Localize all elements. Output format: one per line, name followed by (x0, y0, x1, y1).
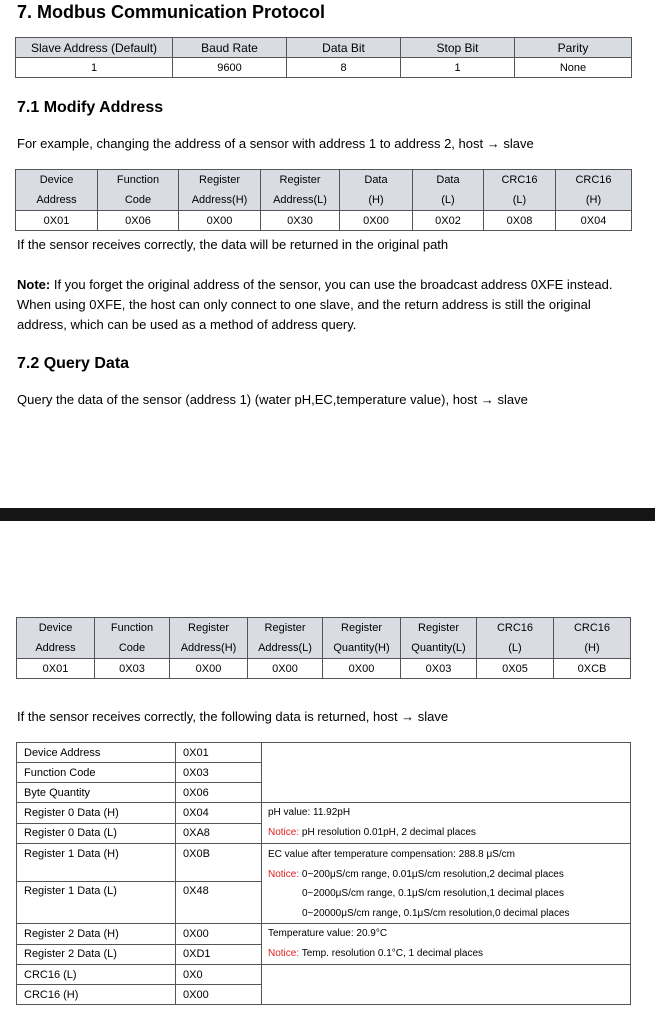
header-cell: Register Address(L) (261, 170, 340, 211)
field-value: 0X06 (176, 783, 262, 803)
notice-label: Notice: (268, 827, 300, 838)
value-cell: 0X00 (340, 211, 413, 231)
field-value: 0X0 (176, 965, 262, 985)
header-cell: Register Quantity(H) (323, 618, 401, 659)
temp-value-text: Temperature value: 20.9°C (268, 928, 388, 939)
value-cell: 9600 (173, 58, 287, 78)
value-cell: 0X01 (16, 211, 98, 231)
field-value: 0X0B (176, 844, 262, 882)
value-cell: 8 (287, 58, 401, 78)
note-text: If you forget the original address of the sensor, you can use the broadcast address 0XFE instead. (50, 277, 613, 292)
value-cell: 1 (401, 58, 515, 78)
value-cell: 0X08 (484, 211, 556, 231)
header-cell: Data Bit (287, 38, 401, 58)
response-data-table (16, 742, 631, 1005)
field-name: Register 2 Data (L) (17, 944, 176, 965)
ph-value-text: pH value: 11.92pH (268, 807, 351, 818)
value-cell: 0X00 (323, 659, 401, 679)
value-cell: 0X00 (179, 211, 261, 231)
header-cell: Slave Address (Default) (16, 38, 173, 58)
value-cell: 1 (16, 58, 173, 78)
header-cell: Device Address (17, 618, 95, 659)
field-name: CRC16 (L) (17, 965, 176, 985)
field-name: Register 1 Data (L) (17, 882, 176, 924)
comm-params-table (15, 37, 632, 78)
notice-label: Notice: (268, 948, 300, 959)
header-cell: CRC16 (L) (484, 170, 556, 211)
value-cell: 0X04 (556, 211, 632, 231)
section-heading-7-1: 7.1 Modify Address (17, 99, 164, 116)
ec-description (262, 844, 631, 924)
temp-notice-text: Temp. resolution 0.1°C, 1 decimal places (299, 948, 484, 959)
field-name: Register 0 Data (H) (17, 803, 176, 824)
notice-label: Notice: (268, 868, 300, 880)
ec-value-text: EC value after temperature compensation: 288.8 μS/cm (268, 849, 515, 860)
header-cell: Function Code (98, 170, 179, 211)
header-cell: Function Code (95, 618, 170, 659)
value-cell: 0X05 (477, 659, 554, 679)
field-name: Register 1 Data (H) (17, 844, 176, 882)
note-paragraph (17, 275, 637, 335)
ph-description (262, 803, 631, 844)
value-cell: 0X03 (401, 659, 477, 679)
note-text: When using 0XFE, the host can only connect to one slave, and the return address is still the original (17, 297, 591, 312)
section-7-1-after: If the sensor receives correctly, the data will be returned in the original path (17, 237, 449, 252)
value-cell: None (515, 58, 632, 78)
ec-notice-text: 0~200μS/cm range, 0.01μS/cm resolution,2 decimal places (299, 868, 564, 880)
modify-address-table (15, 169, 632, 231)
temp-description (262, 924, 631, 965)
header-cell: Register Address(H) (170, 618, 248, 659)
field-name: Register 0 Data (L) (17, 823, 176, 844)
value-cell: 0X06 (98, 211, 179, 231)
note-label: Note: (17, 277, 51, 292)
field-name: Device Address (17, 743, 176, 763)
field-value: 0X04 (176, 803, 262, 824)
header-cell: Data (H) (340, 170, 413, 211)
section-heading-7-2: 7.2 Query Data (17, 355, 130, 372)
section-7-2-after: If the sensor receives correctly, the following data is returned, host → slave (17, 709, 449, 724)
header-cell: CRC16 (H) (556, 170, 632, 211)
header-cell: Baud Rate (173, 38, 287, 58)
value-cell: 0X00 (170, 659, 248, 679)
ec-notice-text: 0~2000μS/cm range, 0.1μS/cm resolution,1 decimal places (302, 888, 564, 899)
page-separator-bar (0, 508, 655, 521)
field-value: 0X00 (176, 985, 262, 1005)
header-cell: Register Quantity(L) (401, 618, 477, 659)
field-value: 0X03 (176, 763, 262, 783)
value-cell: 0X30 (261, 211, 340, 231)
value-cell: 0X03 (95, 659, 170, 679)
header-cell: CRC16 (L) (477, 618, 554, 659)
field-value: 0XD1 (176, 944, 262, 965)
header-cell: Data (L) (413, 170, 484, 211)
header-cell: Parity (515, 38, 632, 58)
field-value: 0X01 (176, 743, 262, 763)
ph-notice-text: pH resolution 0.01pH, 2 decimal places (299, 827, 476, 838)
value-cell: 0XCB (554, 659, 631, 679)
header-cell: Register Address(L) (248, 618, 323, 659)
field-name: Byte Quantity (17, 783, 176, 803)
header-cell: Stop Bit (401, 38, 515, 58)
field-value: 0X48 (176, 882, 262, 924)
header-cell: CRC16 (H) (554, 618, 631, 659)
section-7-2-intro: Query the data of the sensor (address 1) (water pH,EC,temperature value), host → slave (17, 392, 528, 407)
section-7-1-intro: For example, changing the address of a sensor with address 1 to address 2, host → slave (17, 136, 534, 151)
value-cell: 0X02 (413, 211, 484, 231)
value-cell: 0X00 (248, 659, 323, 679)
header-cell: Device Address (16, 170, 98, 211)
field-name: Function Code (17, 763, 176, 783)
field-value: 0XA8 (176, 823, 262, 844)
field-name: Register 2 Data (H) (17, 924, 176, 945)
value-cell: 0X01 (17, 659, 95, 679)
note-text: address, which can be used as a method of address query. (17, 317, 357, 332)
ec-notice-text: 0~20000μS/cm range, 0.1μS/cm resolution,0 decimal places (302, 907, 570, 919)
query-data-table (16, 617, 631, 679)
header-cell: Register Address(H) (179, 170, 261, 211)
field-value: 0X00 (176, 924, 262, 945)
page-title: 7. Modbus Communication Protocol (17, 2, 326, 22)
field-name: CRC16 (H) (17, 985, 176, 1005)
